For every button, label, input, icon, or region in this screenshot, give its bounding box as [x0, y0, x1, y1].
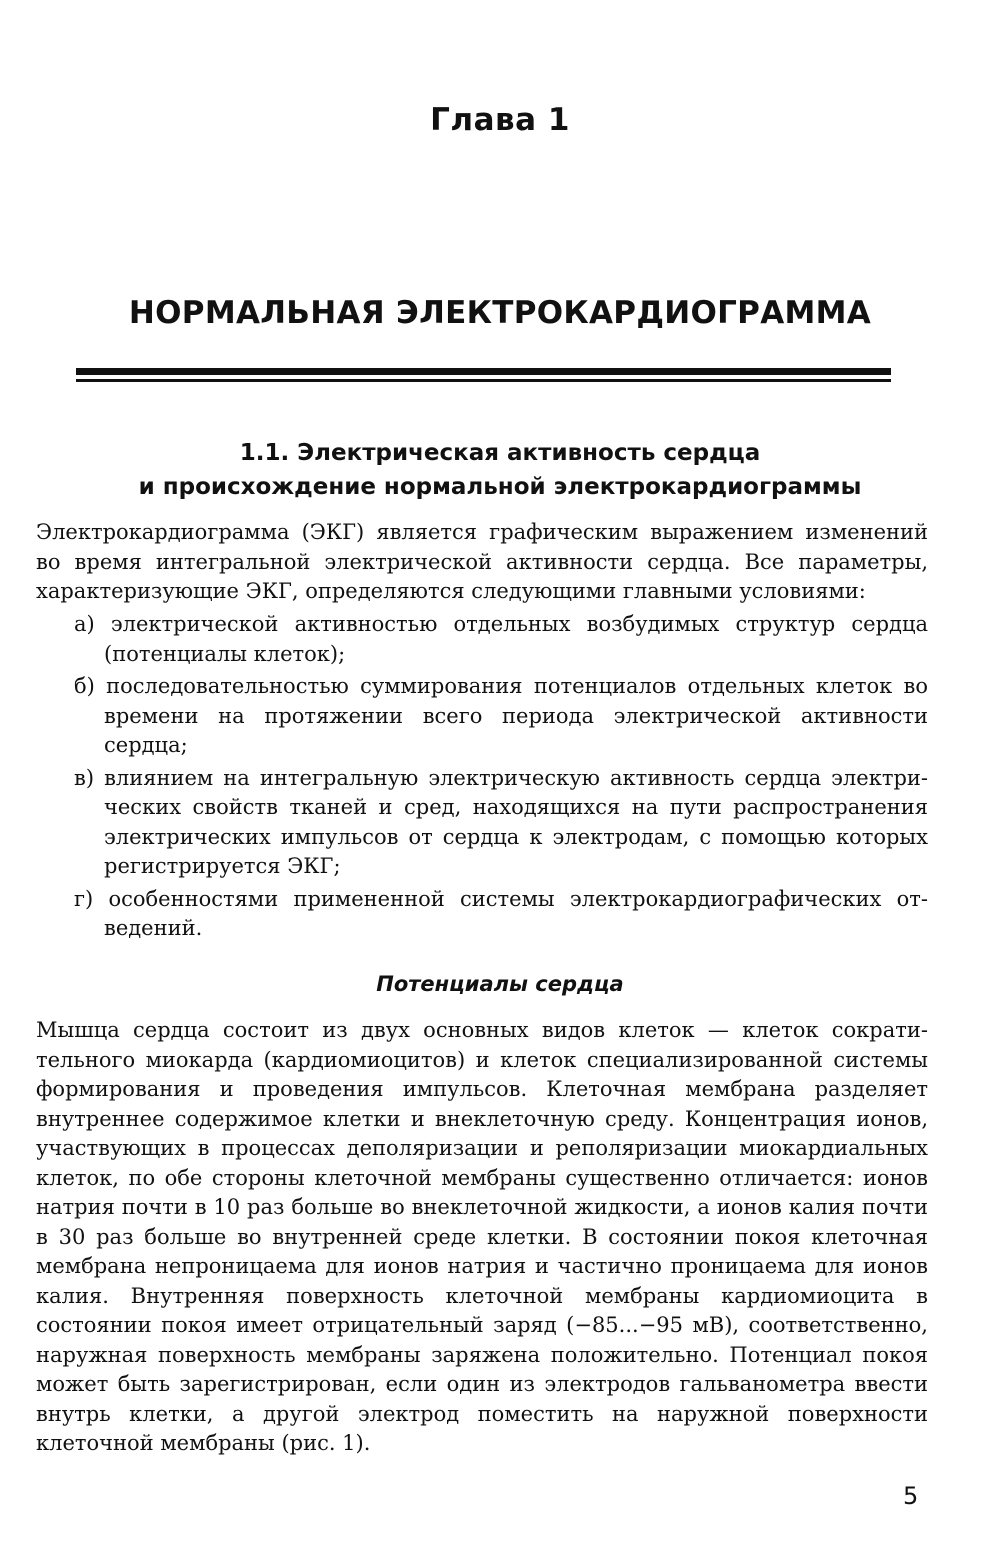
section-heading	[0, 436, 1000, 504]
title-divider-thin	[76, 379, 891, 382]
main-paragraph: Мышца сердца состоит из двух основных видов клеток — клеток сократительного миокарда (кардиомиоцитов) и клеток специализированной системы формирования и проведения импульсов. Клеточная мембрана разделяет внутреннее содержимое клетки и внеклеточную среду. Концентрация ионов, участвующих в процессах деполяризации и реполяризации миокардиальных клеток, по обе стороны клеточной мембраны существенно отличается: ионов натрия почти в 10 раз больше во внеклеточной жидкости, а ионов калия почти в 30 раз больше во внутренней среде клетки. В состоянии покоя клеточная мембрана непроницаема для ионов натрия и частично проницаема для ионов калия. Внутренняя поверхность клеточной мембраны кардиомиоцита в состоянии покоя имеет отрицательный заряд (−85...−95 мВ), соответственно, наружная поверхность мембраны заряжена положительно. Потенциал покоя может быть зарегистрирован, если один из электродов гальванометра ввести внутрь клетки, а другой электрод поместить на наружной поверхности клеточной мембраны (рис. 1).	[36, 1018, 928, 1455]
subsection-heading: Потенциалы сердца	[376, 972, 624, 996]
section-heading-line-1: 1.1. Электрическая активность сердца	[239, 440, 761, 466]
section-heading-line-2: и происхождение нормальной электрокардиограммы	[138, 474, 862, 500]
intro-paragraph: Электрокардиограмма (ЭКГ) является графическим выражением изменений во время интегральной электрической активности сердца. Все параметры, характеризующие ЭКГ, определяются следующими главными условиями:	[36, 520, 928, 603]
page-number: 5	[903, 1482, 919, 1510]
list-item: б) последовательностью суммирования потенциалов отдельных клеток во времени на протяжении всего периода электрической активности сердца;	[74, 674, 928, 757]
chapter-title: НОРМАЛЬНАЯ ЭЛЕКТРОКАРДИОГРАММА	[128, 295, 872, 331]
conditions-list	[74, 610, 928, 947]
chapter-label: Глава 1	[430, 102, 570, 138]
title-divider-thick	[76, 368, 891, 375]
list-item: в) влиянием на интегральную электрическую активность сердца электрических свойств тканей и сред, находящихся на пути распространения электрических импульсов от сердца к электродам, с помощью которых регистрируется ЭКГ;	[74, 765, 928, 878]
list-item: а) электрической активностью отдельных возбудимых структур сердца (потенциалы клеток);	[74, 612, 928, 666]
list-item: г) особенностями примененной системы электрокардиографических отведений.	[74, 886, 928, 940]
